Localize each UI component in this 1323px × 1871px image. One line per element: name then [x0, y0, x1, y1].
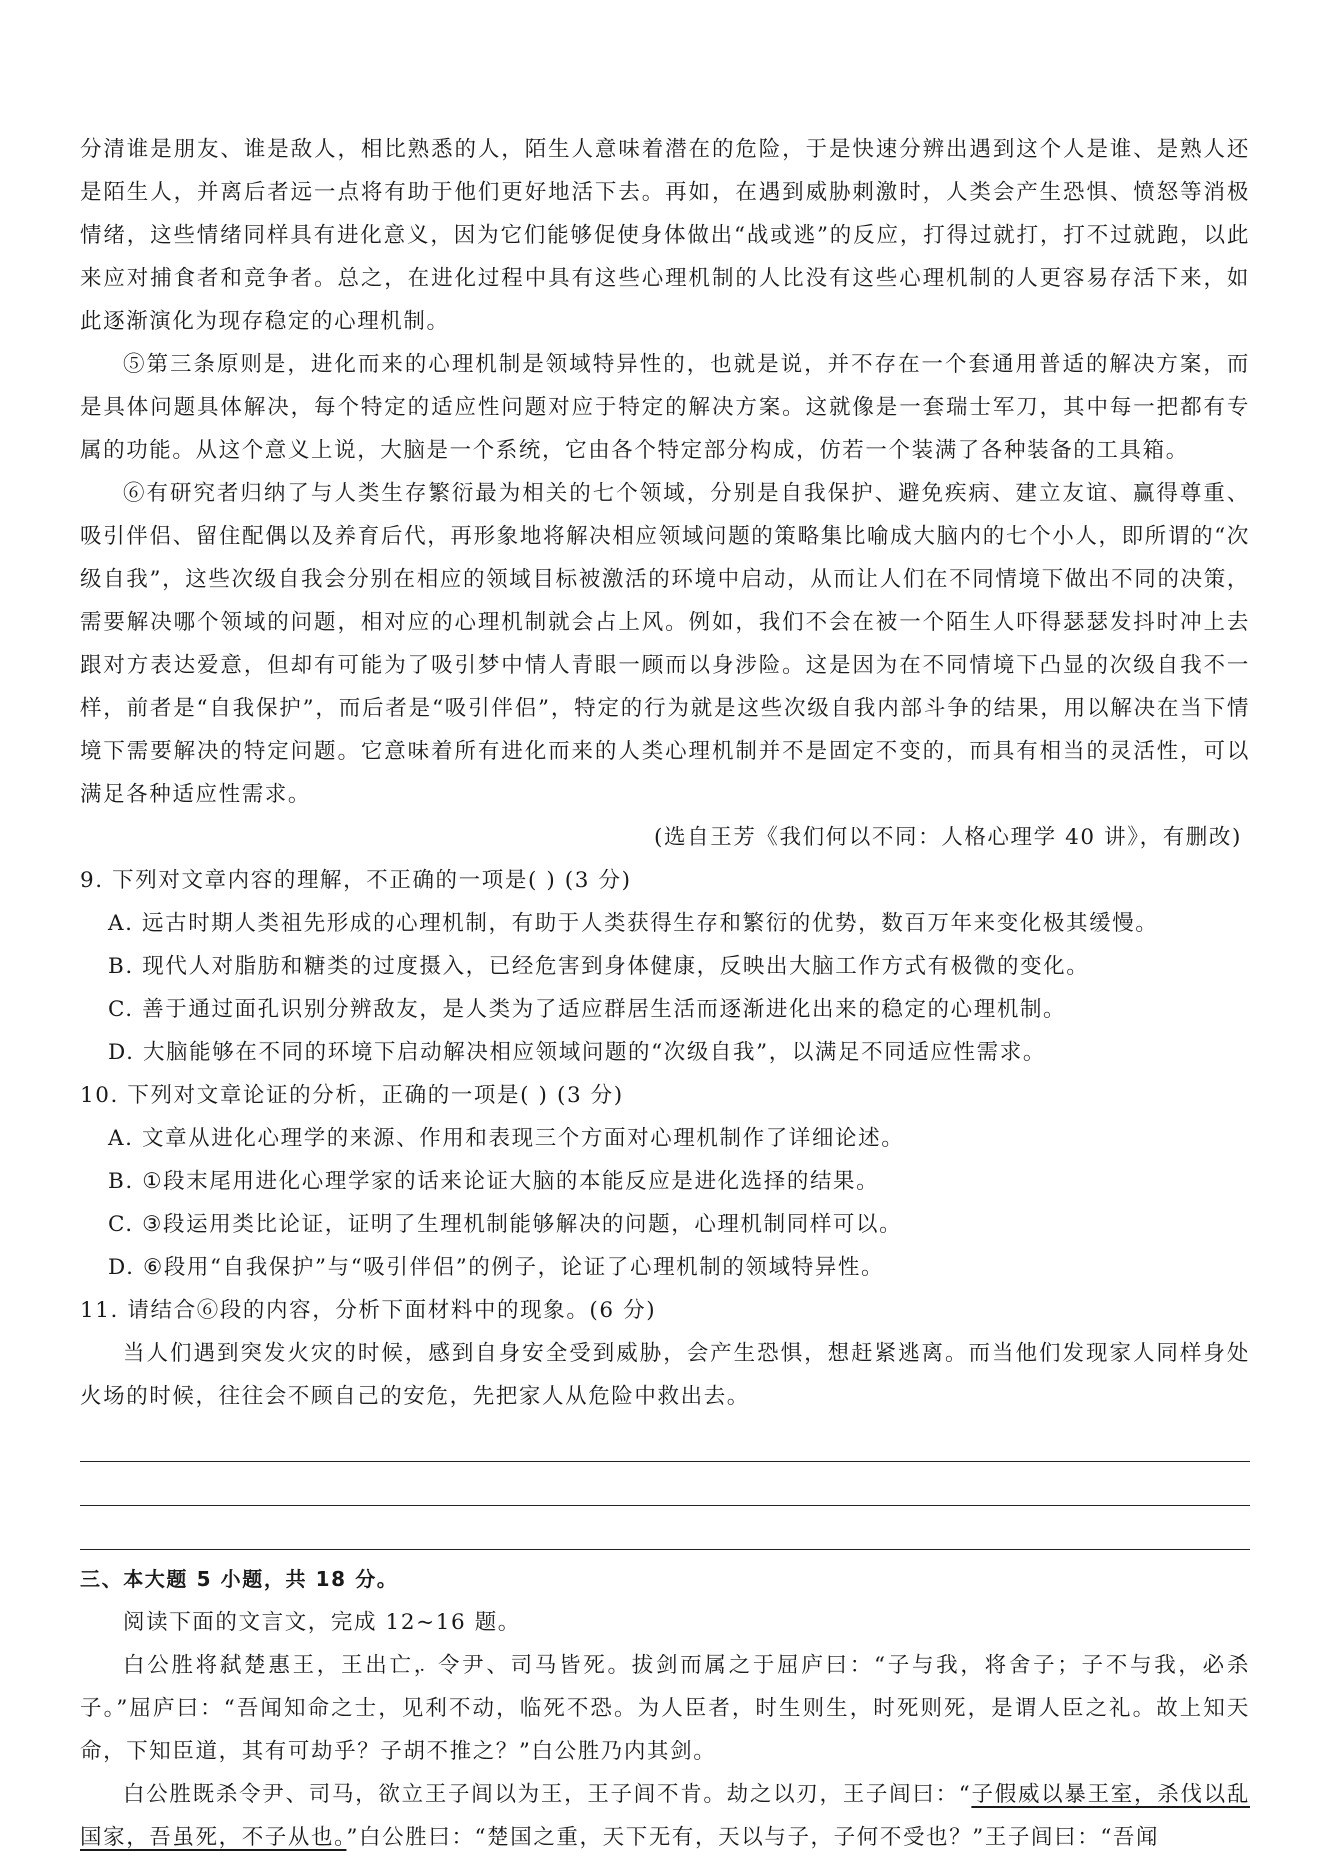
question-9-option-d: D. 大脑能够在不同的环境下启动解决相应领域问题的“次级自我”，以满足不同适应性需求。: [108, 1040, 1046, 1065]
classical-paragraph-2: [80, 1773, 1250, 1859]
answer-line-3[interactable]: [80, 1506, 1250, 1550]
emphasis-dot-char: 亡 ·: [389, 1653, 413, 1678]
answer-line-1[interactable]: [80, 1418, 1250, 1462]
classical-text-span: ，令尹、司马皆死。拔剑而属之于屈庐曰：“子与我，将舍子；子不与我，必杀子。”屈庐曰：“吾闻知命之士，见利不动，临死不恐。为人臣者，时生则生，时死则死，是谓人臣之礼。故上知天命，下知臣道，其有可劫乎？子胡不推之？”白公胜乃内其剑。: [80, 1653, 1250, 1764]
question-10-stem: 10. 下列对文章论证的分析，正确的一项是( ) (3 分): [80, 1083, 624, 1108]
passage-paragraph-6: ⑥有研究者归纳了与人类生存繁衍最为相关的七个领域，分别是自我保护、避免疾病、建立友谊、赢得尊重、吸引伴侣、留住配偶以及养育后代，再形象地将解决相应领域问题的策略集比喻成大脑内的七个小人，即所谓的“次级自我”，这些次级自我会分别在相应的领域目标被激活的环境中启动，从而让人们在不同情境下做出不同的决策，需要解决哪个领域的问题，相对应的心理机制就会占上风。例如，我们不会在被一个陌生人吓得瑟瑟发抖时冲上去跟对方表达爱意，但却有可能为了吸引梦中情人青眼一顾而以身涉险。这是因为在不同情境下凸显的次级自我不一样，前者是“自我保护”，而后者是“吸引伴侣”，特定的行为就是这些次级自我内部斗争的结果，用以解决在当下情境下需要解决的特定问题。它意味着所有进化而来的人类心理机制并不是固定不变的，而具有相当的灵活性，可以满足各种适应性需求。: [80, 481, 1250, 807]
section-3-heading: 三、本大题 5 小题，共 18 分。: [80, 1567, 399, 1591]
answer-line-2[interactable]: [80, 1462, 1250, 1506]
question-10-option-b: B. ①段末尾用进化心理学家的话来论证大脑的本能反应是进化选择的结果。: [108, 1169, 880, 1194]
question-9-option-c: C. 善于通过面孔识别分辨敌友，是人类为了适应群居生活而逐渐进化出来的稳定的心理机制。: [108, 997, 1067, 1022]
question-10-option-c: C. ③段运用类比论证，证明了生理机制能够解决的问题，心理机制同样可以。: [108, 1212, 903, 1237]
section-3-instruction: 阅读下面的文言文，完成 12~16 题。: [123, 1610, 521, 1635]
question-9-option-a: A. 远古时期人类祖先形成的心理机制，有助于人类获得生存和繁衍的优势，数百万年来变化极其缓慢。: [108, 911, 1159, 936]
passage-paragraph-4-tail: 分清谁是朋友、谁是敌人，相比熟悉的人，陌生人意味着潜在的危险，于是快速分辨出遇到这个人是谁、是熟人还是陌生人，并离后者远一点将有助于他们更好地活下去。再如，在遇到威胁刺激时，人类会产生恐惧、愤怒等消极情绪，这些情绪同样具有进化意义，因为它们能够促使身体做出“战或逃”的反应，打得过就打，打不过就跑，以此来应对捕食者和竞争者。总之，在进化过程中具有这些心理机制的人比没有这些心理机制的人更容易存活下来，如此逐渐演化为现存稳定的心理机制。: [80, 137, 1250, 334]
question-11-material: 当人们遇到突发火灾的时候，感到自身安全受到威胁，会产生恐惧，想赶紧逃离。而当他们发现家人同样身处火场的时候，往往会不顾自己的安危，先把家人从危险中救出去。: [80, 1341, 1250, 1409]
passage-paragraph-5: ⑤第三条原则是，进化而来的心理机制是领域特异性的，也就是说，并不存在一个套通用普适的解决方案，而是具体问题具体解决，每个特定的适应性问题对应于特定的解决方案。这就像是一套瑞士军刀，其中每一把都有专属的功能。从这个意义上说，大脑是一个系统，它由各个特定部分构成，仿若一个装满了各种装备的工具箱。: [80, 352, 1250, 463]
question-9-stem: 9. 下列对文章内容的理解，不正确的一项是( ) (3 分): [80, 868, 632, 893]
underlined-sentence: 子假威以暴王室，杀伐以乱国家，吾虽死，不子从也。: [80, 1782, 1250, 1850]
question-10-option-a: A. 文章从进化心理学的来源、作用和表现三个方面对心理机制作了详细论述。: [108, 1126, 905, 1151]
passage-source: (选自王芳《我们何以不同：人格心理学 40 讲》，有删改): [654, 825, 1242, 850]
question-9-option-b: B. 现代人对脂肪和糖类的过度摄入，已经危害到身体健康，反映出大脑工作方式有极微的变化。: [108, 954, 1090, 979]
classical-text-span: ”白公胜曰：“楚国之重，天下无有，天以与子，子何不受也？”王子闾曰：“吾闻: [346, 1825, 1160, 1850]
classical-text-span: 白公胜既杀令尹、司马，欲立王子闾以为王，王子闾不肯。劫之以刃，王子闾曰：“: [123, 1782, 972, 1807]
question-11-stem: 11. 请结合⑥段的内容，分析下面材料中的现象。(6 分): [80, 1298, 657, 1323]
question-10-option-d: D. ⑥段用“自我保护”与“吸引伴侣”的例子，论证了心理机制的领域特异性。: [108, 1255, 885, 1280]
page-content: [80, 128, 1250, 1859]
classical-text-span: 白公胜将弑楚惠王，王出: [123, 1653, 390, 1678]
classical-paragraph-1: [80, 1644, 1250, 1773]
